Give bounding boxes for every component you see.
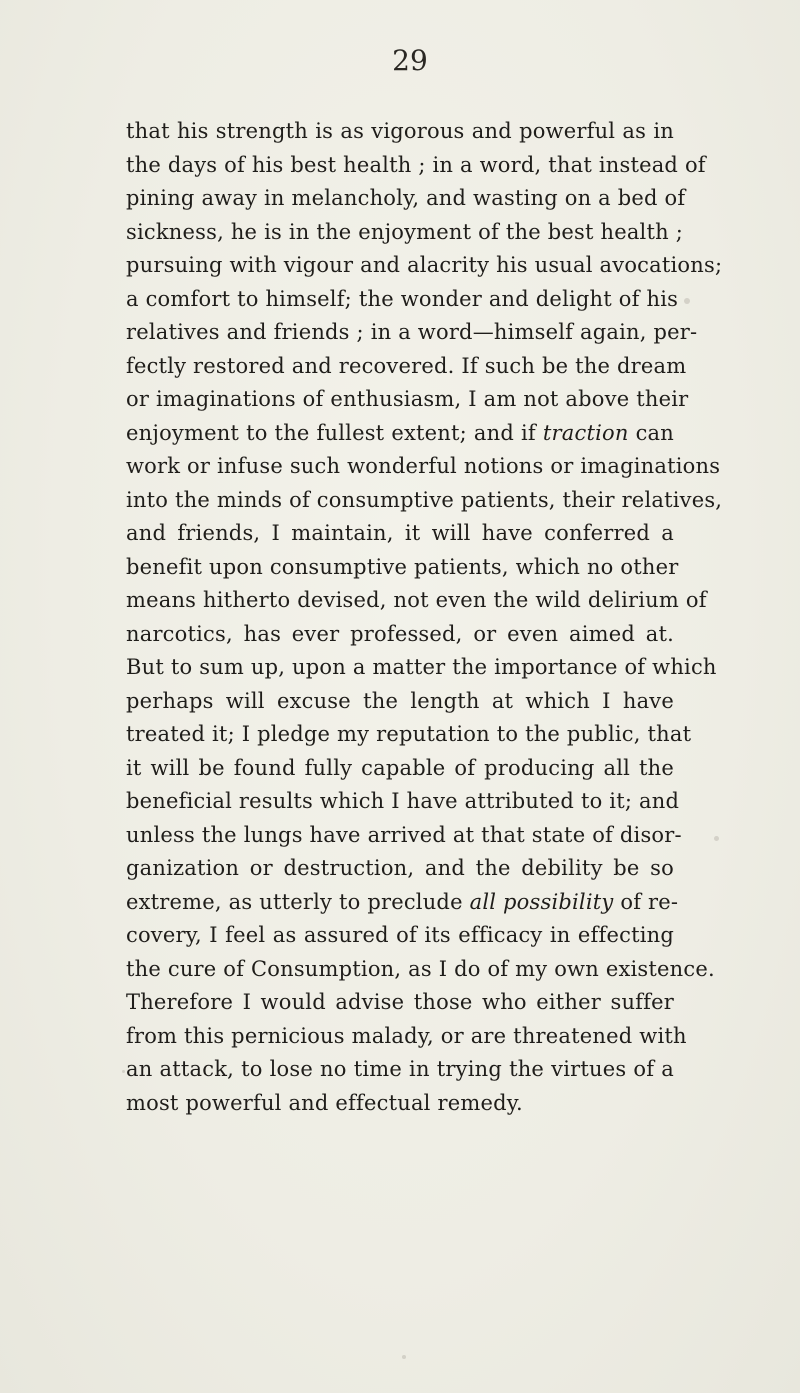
paper-speck: [122, 1070, 125, 1073]
text-line: into the minds of consumptive patients, their relatives,: [126, 487, 723, 512]
text-line: fectly restored and recovered. If such be the dream: [126, 353, 687, 378]
italic-phrase: traction: [542, 420, 629, 445]
text-segment: extreme, as utterly to preclude: [126, 889, 470, 914]
text-line: or imaginations of enthusiasm, I am not above their: [126, 387, 689, 411]
text-line: Therefore I would advise those who either suffer: [126, 990, 674, 1014]
text-line: the days of his best health ; in a word, that instead of: [126, 152, 706, 177]
text-line: unless the lungs have arrived at that state of disor-: [126, 822, 682, 847]
text-line: treated it; I pledge my reputation to the public, that: [126, 722, 692, 746]
text-line: narcotics, has ever professed, or even aimed at.: [126, 621, 674, 646]
text-line: it will be found fully capable of producing all the: [126, 755, 674, 780]
paper-speck: [684, 298, 690, 304]
text-line: ganization or destruction, and the debility be so: [126, 856, 674, 880]
text-line: pining away in melancholy, and wasting on a bed of: [126, 186, 686, 210]
text-line: But to sum up, upon a matter the importance of which: [126, 655, 717, 679]
text-line: benefit upon consumptive patients, which no other: [126, 554, 679, 579]
text-line: means hitherto devised, not even the wild delirium of: [126, 588, 707, 612]
text-line: and friends, I maintain, it will have conferred a: [126, 521, 674, 545]
text-line: [126, 886, 679, 920]
text-line: pursuing with vigour and alacrity his usual avocations;: [126, 253, 723, 277]
text-line: a comfort to himself; the wonder and delight of his: [126, 286, 679, 311]
text-line: the cure of Consumption, as I do of my own existence.: [126, 956, 715, 981]
body-text: [126, 115, 723, 1120]
text-segment: enjoyment to the fullest extent; and if: [126, 420, 543, 445]
text-line: sickness, he is in the enjoyment of the best health ;: [126, 219, 683, 244]
text-line: from this pernicious malady, or are threatened with: [126, 1023, 687, 1048]
paper-speck: [714, 836, 719, 841]
text-line: that his strength is as vigorous and powerful as in: [126, 119, 674, 143]
text-line: an attack, to lose no time in trying the virtues of a: [126, 1057, 674, 1081]
text-line: most powerful and effectual remedy.: [126, 1090, 523, 1115]
paper-speck: [402, 1355, 406, 1359]
text-line: beneficial results which I have attributed to it; and: [126, 789, 680, 813]
text-line: perhaps will excuse the length at which I have: [126, 688, 674, 713]
text-segment: can: [628, 420, 674, 445]
text-line: [126, 417, 674, 451]
text-line: relatives and friends ; in a word—himself again, per-: [126, 320, 698, 344]
text-line: covery, I feel as assured of its efficacy in effecting: [126, 923, 674, 947]
page-number: 29: [392, 44, 428, 77]
text-segment: of re-: [613, 889, 679, 914]
text-line: work or infuse such wonderful notions or imaginations: [126, 454, 721, 478]
italic-phrase: all possibility: [469, 889, 614, 914]
